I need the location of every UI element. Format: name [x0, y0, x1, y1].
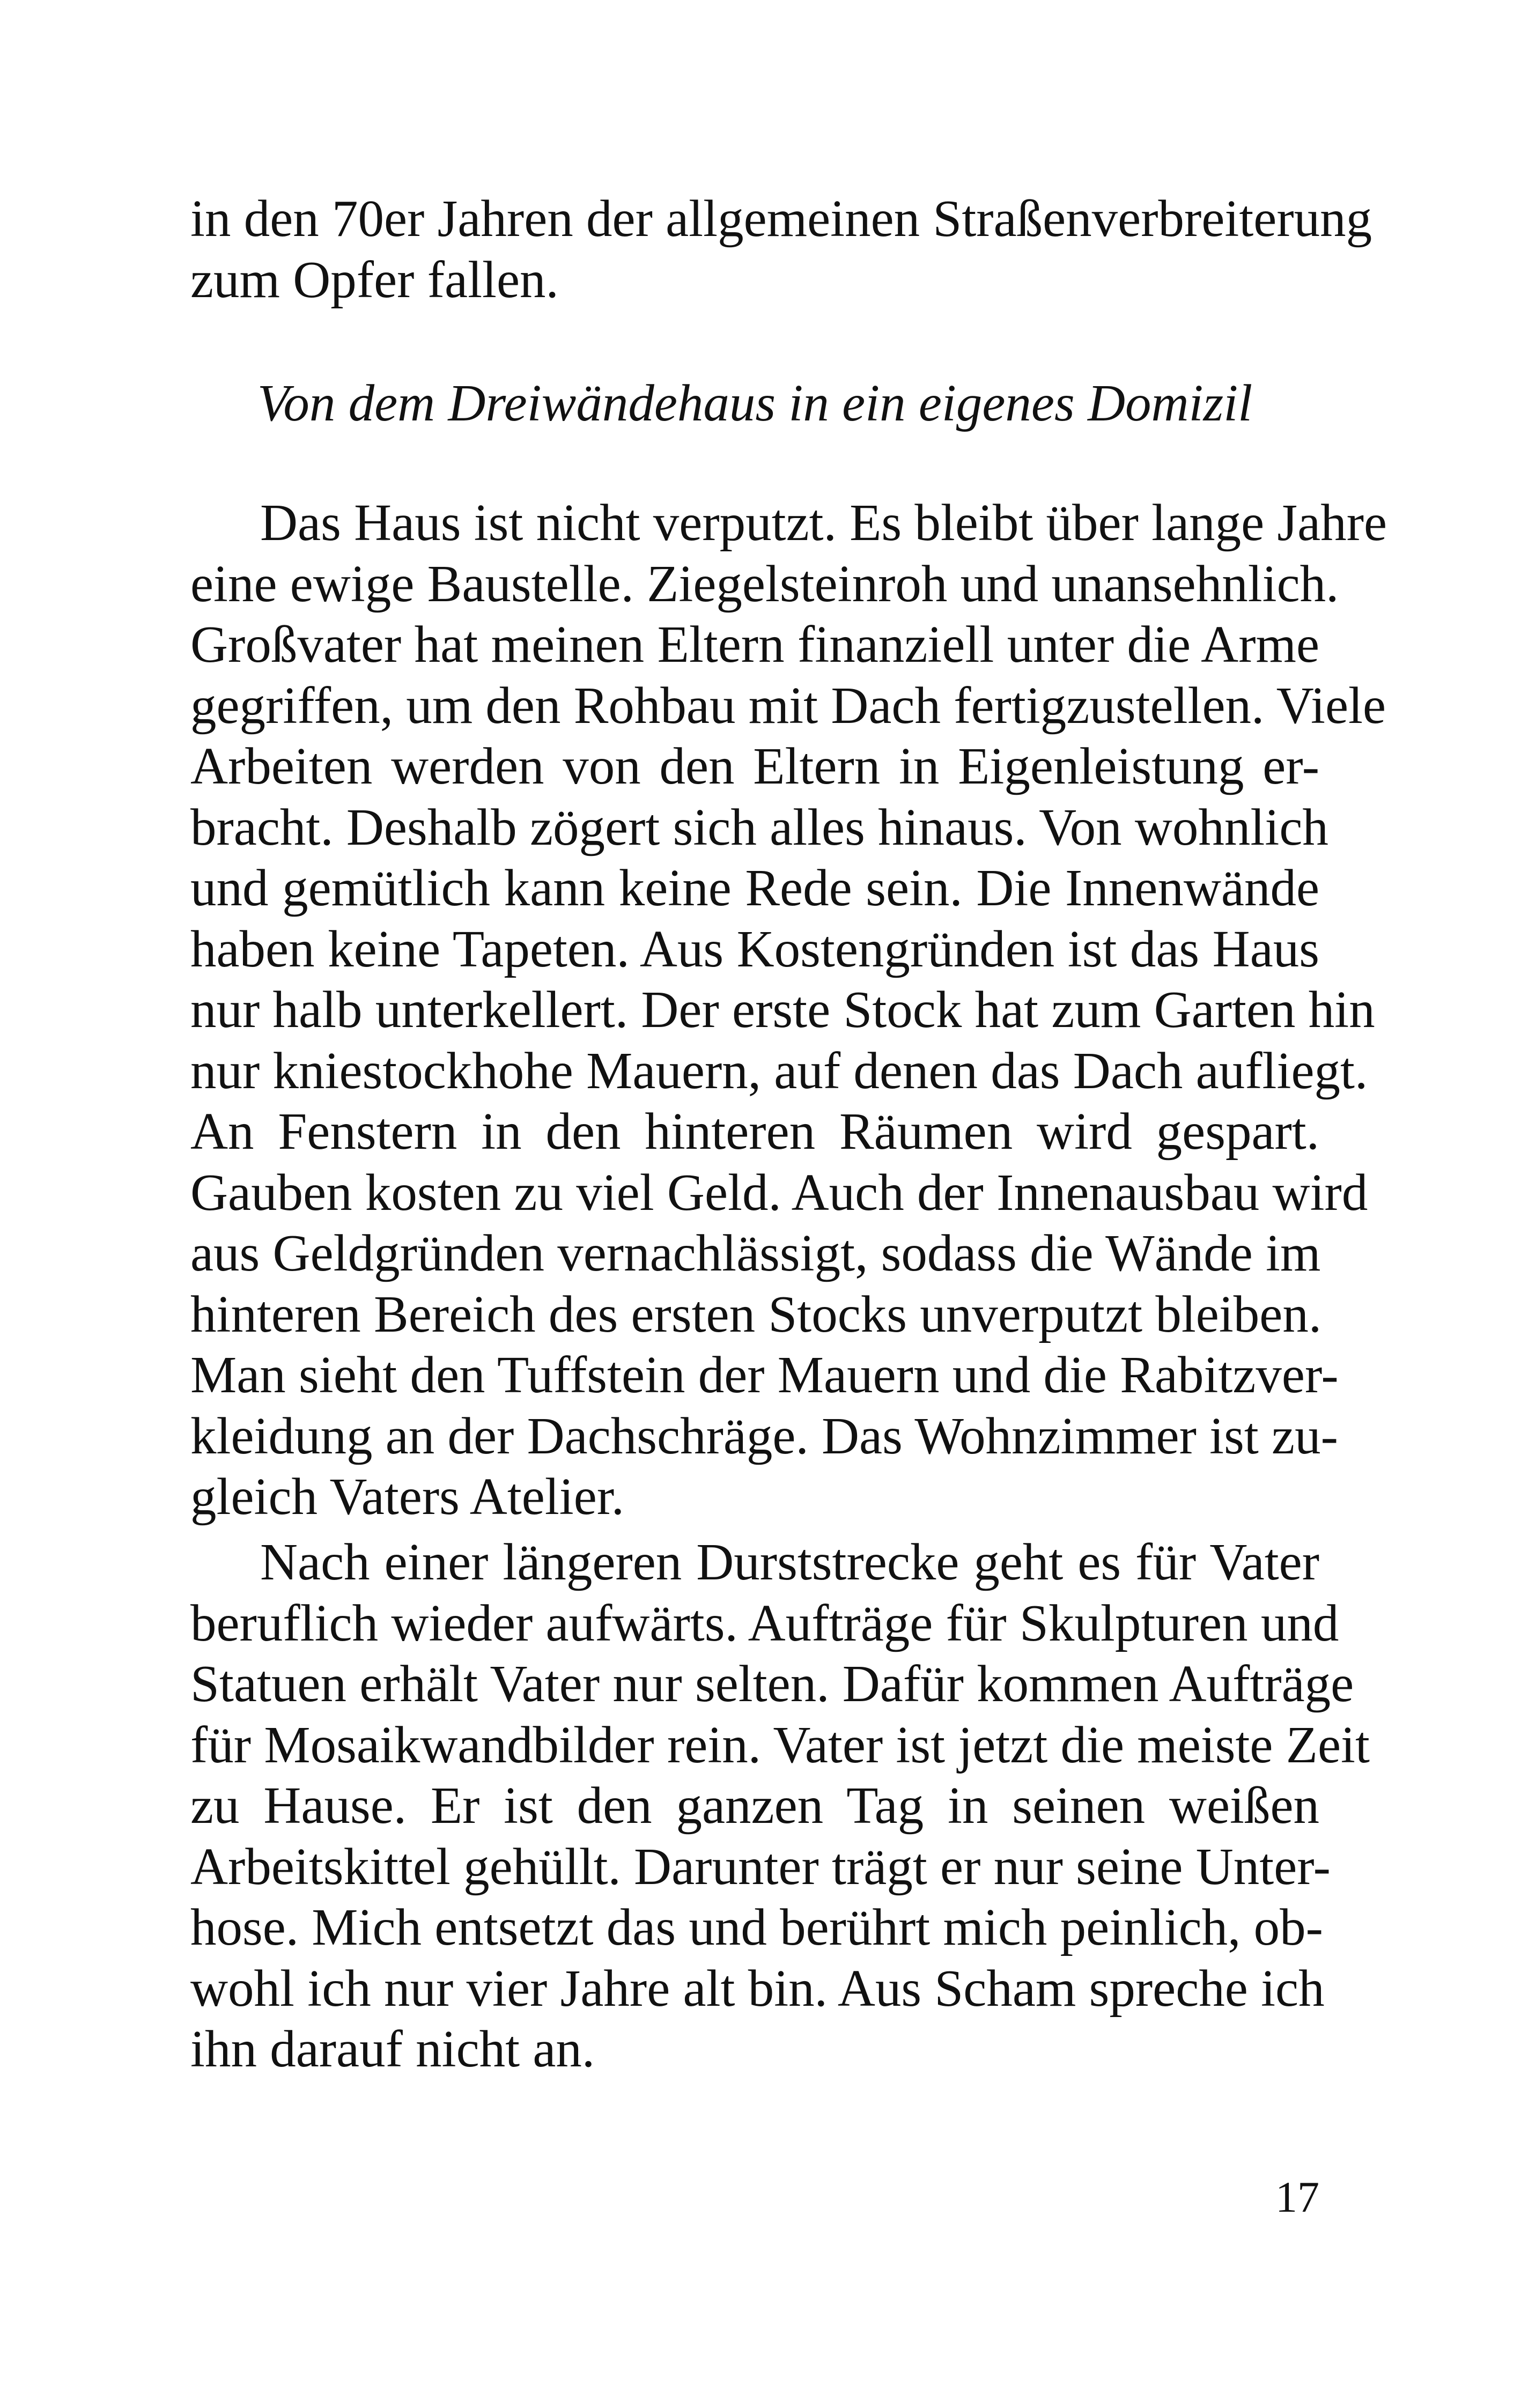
opening-text	[190, 188, 1372, 310]
text-line: gegriffen, um den Rohbau mit Dach fertigzustellen. Viele	[190, 676, 1386, 734]
text-line: nur halb unterkellert. Der erste Stock hat zum Garten hin	[190, 981, 1375, 1038]
text-line: Nach einer längeren Durststrecke geht es für Vater	[260, 1533, 1319, 1591]
text-line: hinteren Bereich des ersten Stocks unverputzt bleiben.	[190, 1285, 1322, 1343]
text-line: in den 70er Jahren der allgemeinen Straßenverbreiterung	[190, 190, 1372, 247]
text-line: zu Hause. Er ist den ganzen Tag in seinen weißen	[190, 1777, 1319, 1834]
page-number: 17	[1275, 2173, 1319, 2221]
text-line: hose. Mich entsetzt das und berührt mich peinlich, ob-	[190, 1899, 1323, 1956]
text-line: nur kniestockhohe Mauern, auf denen das Dach aufliegt.	[190, 1042, 1368, 1099]
section-heading: Von dem Dreiwändehaus in ein eigenes Domizil	[257, 374, 1253, 432]
text-line: bracht. Deshalb zögert sich alles hinaus. Von wohnlich	[190, 798, 1328, 856]
text-line: wohl ich nur vier Jahre alt bin. Aus Scham spreche ich	[190, 1959, 1325, 2017]
text-line: Statuen erhält Vater nur selten. Dafür kommen Aufträge	[190, 1655, 1354, 1712]
text-line: aus Geldgründen vernachlässigt, sodass die Wände im	[190, 1224, 1321, 1282]
text-line: eine ewige Baustelle. Ziegelsteinroh und unansehnlich.	[190, 555, 1339, 612]
text-line: Das Haus ist nicht verputzt. Es bleibt über lange Jahre	[260, 494, 1387, 551]
text-line: Arbeiten werden von den Eltern in Eigenleistung er-	[190, 737, 1319, 795]
text-line: ihn darauf nicht an.	[190, 2020, 595, 2078]
text-line: beruflich wieder aufwärts. Aufträge für Skulpturen und	[190, 1594, 1339, 1652]
text-line: haben keine Tapeten. Aus Kostengründen ist das Haus	[190, 920, 1319, 978]
text-line: zum Opfer fallen.	[190, 250, 559, 308]
text-line: und gemütlich kann keine Rede sein. Die Innenwände	[190, 859, 1319, 917]
text-line: für Mosaikwandbilder rein. Vater ist jetzt die meiste Zeit	[190, 1716, 1370, 1774]
text-line: gleich Vaters Atelier.	[190, 1468, 625, 1525]
text-line: Großvater hat meinen Eltern finanziell unter die Arme	[190, 616, 1319, 673]
text-line: Gauben kosten zu viel Geld. Auch der Innenausbau wird	[190, 1163, 1368, 1221]
text-line: Man sieht den Tuffstein der Mauern und die Rabitzver-	[190, 1346, 1339, 1404]
text-line: An Fenstern in den hinteren Räumen wird gespart.	[190, 1103, 1319, 1160]
paragraph	[190, 492, 1387, 1527]
text-line: Arbeitskittel gehüllt. Darunter trägt er nur seine Unter-	[190, 1837, 1331, 1895]
paragraph	[190, 1532, 1370, 2080]
text-line: kleidung an der Dachschräge. Das Wohnzimmer ist zu-	[190, 1407, 1338, 1465]
